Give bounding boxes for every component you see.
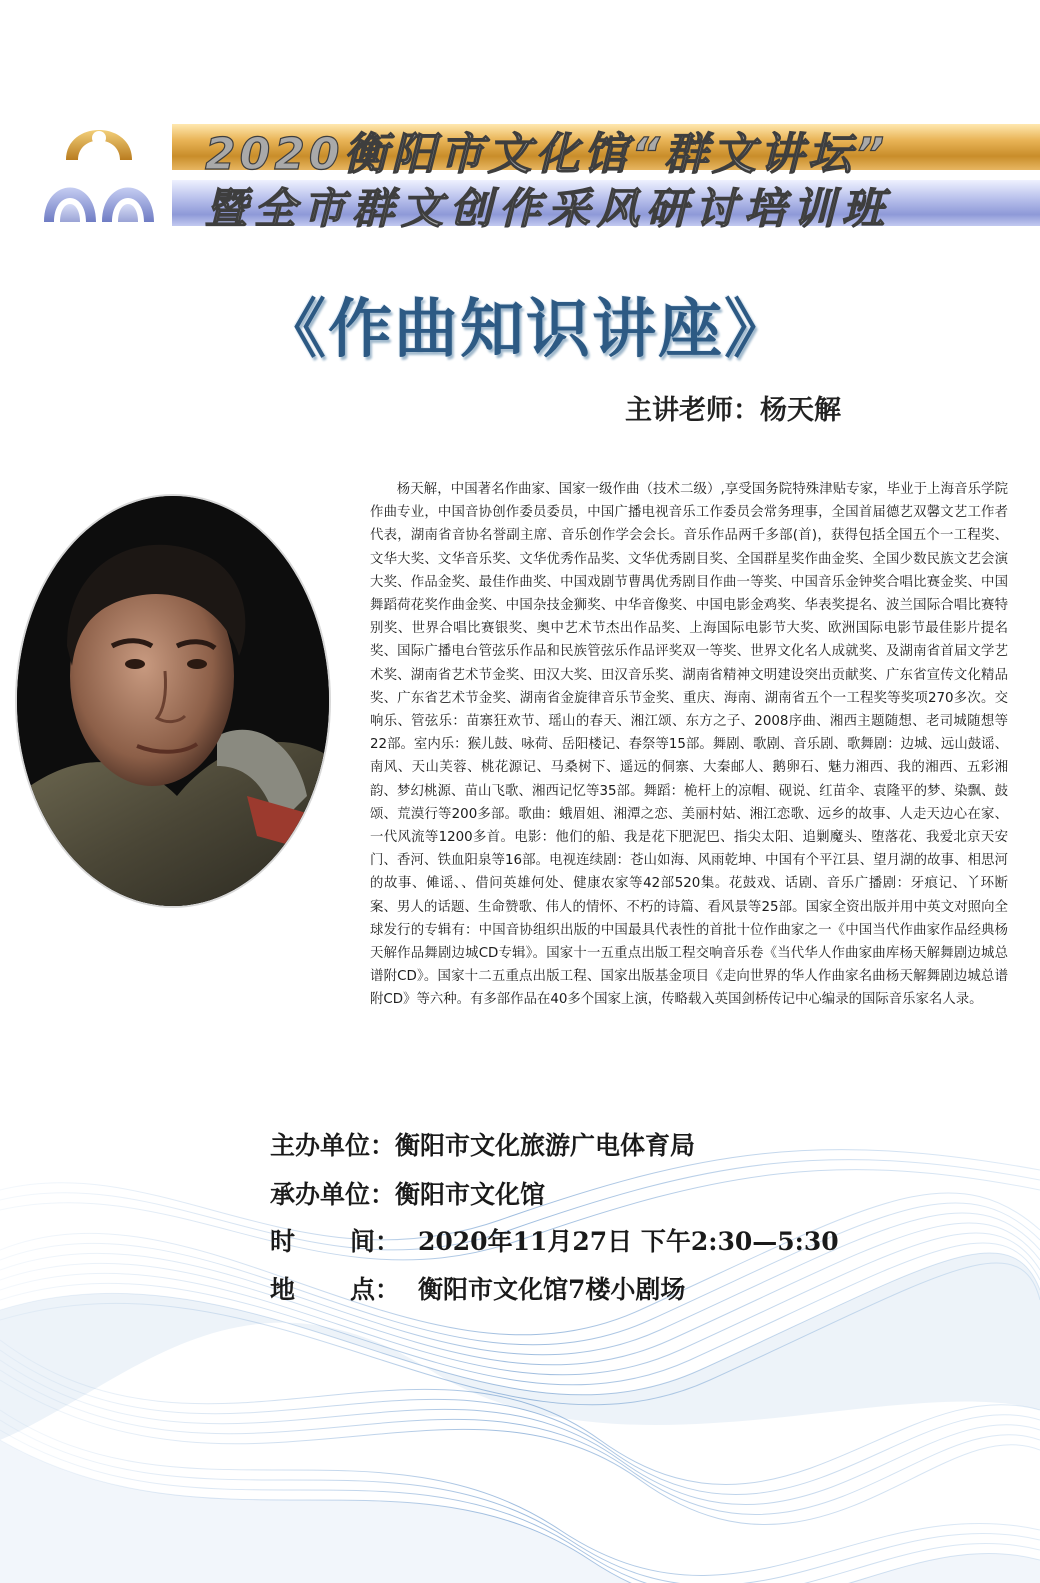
banner-title-line1: 2020衡阳市文化馆“群文讲坛” [205,129,889,180]
time-value: 2020年11月27日 下午2:30—5:30 [418,1227,839,1256]
logo-icon [38,98,160,226]
organizer-line [270,1175,545,1211]
host-label: 主办单位： [270,1131,396,1160]
time-label-part1: 时 [270,1227,296,1256]
lecturer-portrait [17,496,329,906]
place-value: 衡阳市文化馆7楼小剧场 [418,1275,686,1304]
place-label-part1: 地 [270,1275,296,1304]
time-label-part2: 间： [350,1227,401,1256]
lecture-title: 《作曲知识讲座》 [262,292,790,367]
lecturer-biography: 杨天解，中国著名作曲家、国家一级作曲（技术二级）,享受国务院特殊津贴专家，毕业于上海音乐学院作曲专业，中国音协创作委员委员，中国广播电视音乐工作委员会常务理事，全国首届德艺双馨文艺工作者代表，湖南省音协名誉副主席、音乐创作学会会长。音乐作品两千多部(首)，获得包括全国五个一工程奖、文华大奖、文华音乐奖、文华优秀作品奖、文华优秀剧目奖、全国群星奖作曲金奖、全国少数民族文艺会演大奖、作品金奖、最佳作曲奖、中国戏剧节曹禺优秀剧目作曲一等奖、中国音乐金钟奖合唱比赛金奖、中国舞蹈荷花奖作曲金奖、中国杂技金狮奖、中华音像奖、中国电影金鸡奖、华表奖提名、波兰国际合唱比赛特别奖、世界合唱比赛银奖、奥中艺术节杰出作品奖、上海国际电影节大奖、欧洲国际电影节最佳影片提名奖、国际广播电台管弦乐作品和民族管弦乐作品评奖双一等奖、世界文化名人成就奖、及湖南省首届文学艺术奖、湖南省艺术节金奖、田汉大奖、田汉音乐奖、湖南省精神文明建设突出贡献奖、广东省宣传文化精品奖、广东省艺术节金奖、湖南省金旋律音乐节金奖、重庆、海南、湖南省五个一工程奖等奖项270多次。交响乐、管弦乐：苗寨狂欢节、瑶山的春天、湘江颂、东方之子、2008序曲、湘西主题随想、老司城随想等22部。室内乐：猴儿鼓、咏荷、岳阳楼记、春祭等15部。舞剧、歌剧、音乐剧、歌舞剧：边城、远山鼓谣、南风、天山芙蓉、桃花源记、马桑树下、遥远的侗寨、大秦邮人、鹅卵石、魅力湘西、我的湘西、五彩湘韵、梦幻桃源、苗山飞歌、湘西记忆等35部。舞蹈：桅杆上的凉帽、砚说、红苗伞、袁隆平的梦、染飘、鼓颂、荒漠行等200多部。歌曲：蛾眉姐、湘潭之恋、美丽村姑、湘江恋歌、远乡的故事、人走天边心在家、一代风流等1200多首。电影：他们的船、我是花下肥泥巴、指尖太阳、追剿魔头、堕落花、我爱北京天安门、香河、铁血阳泉等16部。电视连续剧：苍山如海、风雨乾坤、中国有个平江县、望月湖的故事、相思河的故事、傩谣、、借问英雄何处、健康农家等42部520集。花鼓戏、话剧、音乐广播剧：牙痕记、丫环断案、男人的话题、生命赞歌、伟人的情怀、不朽的诗篇、看风景等25部。国家全资出版并用中英文对照向全球发行的专辑有：中国音协组织出版的中国最具代表性的首批十位作曲家之一《中国当代作曲家作品经典杨天解作品舞剧边城CD专辑》。国家十一五重点出版工程交响音乐卷《当代华人作曲家曲库杨天解舞剧边城总谱附CD》。国家十二五重点出版工程、国家出版基金项目《走向世界的华人作曲家名曲杨天解舞剧边城总谱附CD》等六种。有多部作品在40多个国家上演，传略载入英国剑桥传记中心编录的国际音乐家名人录。 [370,482,1008,1008]
organizer-label: 承办单位： [270,1180,396,1209]
organizer-value: 衡阳市文化馆 [395,1180,546,1209]
place-line [270,1270,685,1306]
host-line [270,1126,695,1162]
time-line [270,1222,839,1258]
portrait-image [17,496,329,906]
place-label-part2: 点： [350,1275,401,1304]
banner-title-line2: 暨全市群文创作采风研讨培训班 [205,184,892,233]
lecturer-label: 主讲老师： [625,395,760,426]
lecturer-line [625,388,841,427]
lecturer-name: 杨天解 [760,395,841,426]
host-value: 衡阳市文化旅游广电体育局 [395,1131,696,1160]
